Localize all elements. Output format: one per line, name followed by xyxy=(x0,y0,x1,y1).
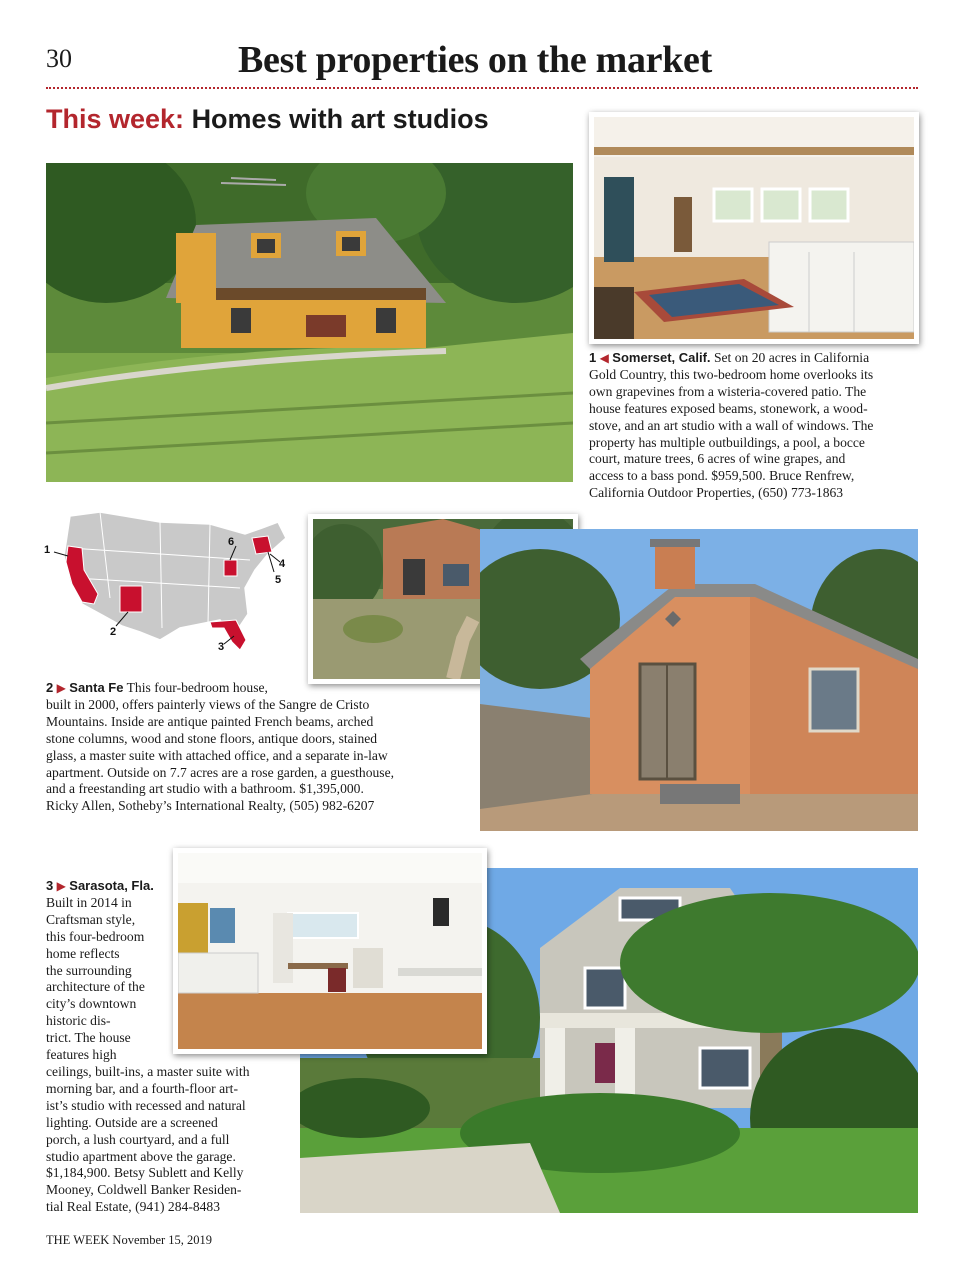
listing-2-line: glass, a master suite with attached office, and a separate in-law xyxy=(46,747,388,763)
listing-2-line: This four-bedroom house, xyxy=(126,680,268,695)
map-label-1: 1 xyxy=(44,544,51,556)
listing-2-line: Mountains. Inside are antique painted French beams, arched xyxy=(46,713,374,729)
somerset-exterior-photo xyxy=(46,163,573,482)
listing-3-line: Built in 2014 in xyxy=(46,894,132,910)
page-number: 30 xyxy=(46,44,72,73)
header-rule xyxy=(46,87,918,89)
listing-3-line: morning bar, and a fourth-floor art- xyxy=(46,1080,238,1096)
listing-3-line: porch, a lush courtyard, and a full xyxy=(46,1131,230,1147)
listing-3-line: trict. The house xyxy=(46,1030,131,1046)
listing-2-line: apartment. Outside on 7.7 acres are a rose garden, a guesthouse, xyxy=(46,764,395,780)
listing-3-arrow-icon: ▶ xyxy=(56,879,66,893)
santafe-studio-photo xyxy=(480,529,918,831)
listing-3-text xyxy=(46,878,296,1216)
listing-3-line: features high xyxy=(46,1047,117,1063)
listing-3-line: city’s downtown xyxy=(46,996,137,1012)
listing-1-line: court, mature trees, 6 acres of wine grapes, and xyxy=(589,451,846,467)
listing-3-line: $1,184,900. Betsy Sublett and Kelly xyxy=(46,1165,244,1181)
map-label-5: 5 xyxy=(275,574,282,586)
listing-3-line: this four-bedroom xyxy=(46,928,145,944)
listing-3-line: lighting. Outside are a screened xyxy=(46,1114,218,1130)
listing-3-line: Craftsman style, xyxy=(46,911,136,927)
map-label-3: 3 xyxy=(218,641,225,653)
listing-2-location: Santa Fe xyxy=(69,680,124,695)
page-footer: THE WEEK November 15, 2019 xyxy=(46,1233,213,1247)
listing-1-number: 1 xyxy=(589,350,597,365)
listing-1-line: access to a bass pond. $959,500. Bruce Renfrew, xyxy=(589,468,855,484)
listing-3-location: Sarasota, Fla. xyxy=(69,878,154,893)
somerset-studio-photo xyxy=(589,112,919,344)
listing-1-arrow-icon: ◀ xyxy=(599,351,609,365)
listing-2-line: stone columns, wood and stone floors, antique doors, stained xyxy=(46,730,378,746)
listing-3-line: Mooney, Coldwell Banker Residen- xyxy=(46,1182,242,1198)
listing-1-line: property has multiple outbuildings, a pool, a bocce xyxy=(589,434,865,450)
map-label-2: 2 xyxy=(110,626,117,638)
listing-3-line: architecture of the xyxy=(46,979,145,995)
listing-3-line: home reflects xyxy=(46,945,120,961)
listing-1-line: own grapevines from a wisteria-covered patio. The xyxy=(589,383,867,399)
listing-1-line: California Outdoor Properties, (650) 773-1863 xyxy=(589,485,844,501)
listing-1-line: Gold Country, this two-bedroom home overlooks its xyxy=(589,366,874,382)
listing-1-location: Somerset, Calif. xyxy=(612,350,711,365)
section-title: Homes with art studios xyxy=(191,104,489,134)
listing-2-text xyxy=(46,680,476,815)
listing-1-line: house features exposed beams, stonework, a wood- xyxy=(589,400,868,416)
listing-2-line: Ricky Allen, Sotheby’s International Realty, (505) 982-6207 xyxy=(46,798,375,814)
listing-2-arrow-icon: ▶ xyxy=(56,681,66,695)
listing-2-line: and a freestanding art studio with a bathroom. $1,395,000. xyxy=(46,781,364,797)
listing-3-number: 3 xyxy=(46,878,54,893)
listing-2-line: built in 2000, offers painterly views of the Sangre de Cristo xyxy=(46,696,370,712)
listing-1-text xyxy=(589,350,924,502)
listing-3-line: ist’s studio with recessed and natural xyxy=(46,1097,246,1113)
section-kicker: This week: xyxy=(46,104,185,134)
listing-1-line: stove, and an art studio with a wall of windows. The xyxy=(589,417,874,433)
listing-1-line: Set on 20 acres in California xyxy=(713,350,870,365)
listing-2-number: 2 xyxy=(46,680,54,695)
page-title: Best properties on the market xyxy=(238,39,712,81)
us-locator-map xyxy=(40,508,302,660)
map-label-6: 6 xyxy=(228,536,235,548)
listing-3-line: studio apartment above the garage. xyxy=(46,1148,236,1164)
listing-3-line: tial Real Estate, (941) 284-8483 xyxy=(46,1199,221,1215)
section-headline xyxy=(46,104,489,135)
listing-3-line: the surrounding xyxy=(46,962,132,978)
listing-3-line: historic dis- xyxy=(46,1013,111,1029)
map-label-4: 4 xyxy=(279,558,286,570)
listing-3-line: ceilings, built-ins, a master suite with xyxy=(46,1063,250,1079)
us-map-graphic xyxy=(40,508,302,660)
